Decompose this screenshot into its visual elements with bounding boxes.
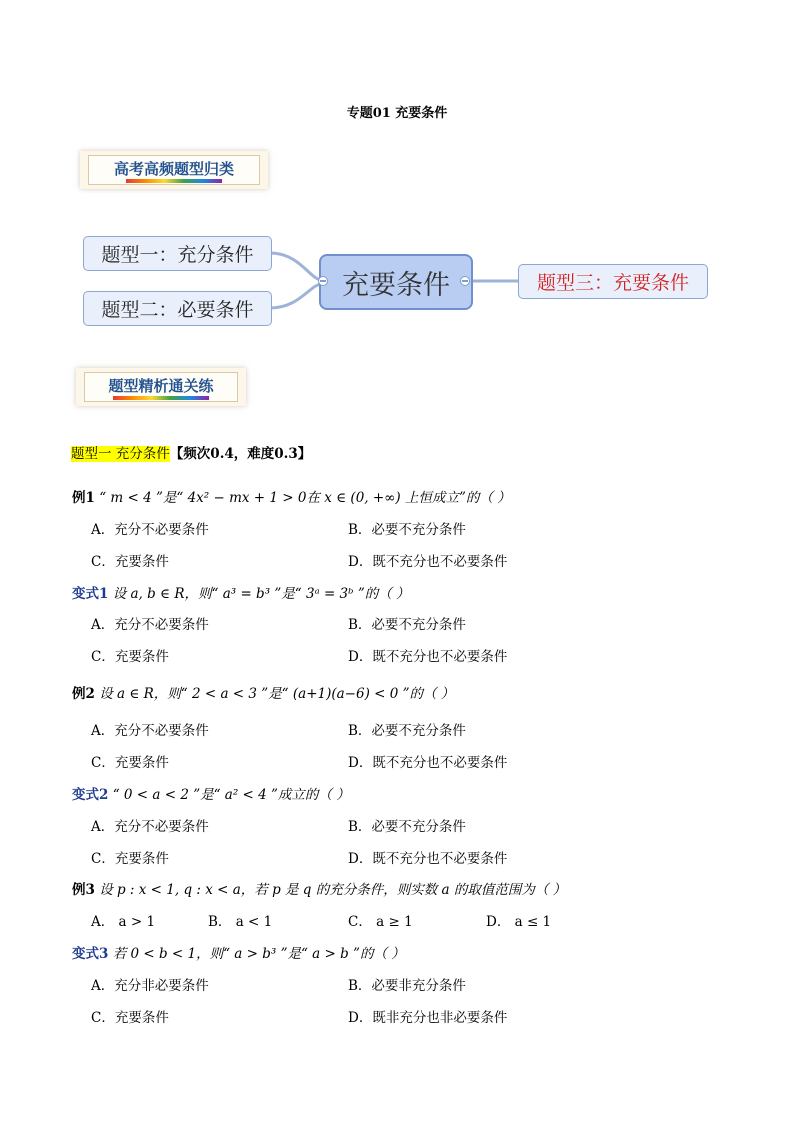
option-b[interactable]: B．必要不充分条件 [348,617,466,633]
option-c[interactable]: C．充要条件 [91,1010,169,1026]
question-label: 变式1 [72,586,109,602]
question-example3 [72,878,566,898]
collapse-left-icon[interactable] [318,276,328,286]
option-c[interactable]: C． a ≥ 1 [348,914,413,930]
question-label: 例2 [72,686,95,702]
section-highlight: 题型一 充分条件 [71,446,170,462]
option-d[interactable]: D．既不充分也不必要条件 [348,649,508,665]
question-label: 变式2 [72,787,109,803]
banner-label: 高考高频题型归类 [113,160,234,178]
option-b[interactable]: B．必要不充分条件 [348,522,466,538]
option-d[interactable]: D．既不充分也不必要条件 [348,755,508,771]
question-text: “ m < 4 ”是“ 4x² − mx + 1 > 0在 x ∈ (0, +∞) 上恒成立”的（ ） [99,490,511,506]
connector-left2 [270,284,322,308]
option-a[interactable]: A．充分不必要条件 [91,819,209,835]
question-variant2 [72,783,350,803]
section-heading [71,442,311,462]
option-c[interactable]: C．充要条件 [91,851,169,867]
option-c[interactable]: C．充要条件 [91,649,169,665]
question-label: 例1 [72,490,95,506]
rainbow-underline-icon [126,179,222,183]
option-a[interactable]: A．充分非必要条件 [91,978,209,994]
option-a[interactable]: A． a > 1 [91,914,156,930]
option-d[interactable]: D．既不充分也不必要条件 [348,851,508,867]
node-label: 题型三：充要条件 [536,272,689,294]
mindmap-center-node [319,254,473,310]
banner-label: 题型精析通关练 [108,377,214,395]
collapse-right-icon[interactable] [460,276,470,286]
node-label: 充要条件 [342,269,450,301]
question-text: 设 a ∈ R，则“ 2 < a < 3 ”是“ (a+1)(a−6) < 0 ”的（ ） [99,686,455,702]
question-text: “ 0 < a < 2 ”是“ a² < 4 ”成立的（ ） [112,787,350,803]
option-a[interactable]: A．充分不必要条件 [91,617,209,633]
question-example1 [72,486,511,506]
option-c[interactable]: C．充要条件 [91,755,169,771]
node-label: 题型二：必要条件 [101,299,254,321]
option-d[interactable]: D．既非充分也非必要条件 [348,1010,508,1026]
mindmap-node-type1 [83,236,272,271]
question-text: 设 a, b ∈ R，则“ a³ = b³ ”是“ 3ᵃ = 3ᵇ ”的（ ） [112,586,410,602]
option-b[interactable]: B．必要非充分条件 [348,978,466,994]
question-label: 变式3 [72,946,109,962]
option-c[interactable]: C．充要条件 [91,554,169,570]
option-a[interactable]: A．充分不必要条件 [91,522,209,538]
question-text: 若 0 < b < 1，则“ a > b³ ”是“ a > b ”的（ ） [112,946,405,962]
option-b[interactable]: B．必要不充分条件 [348,819,466,835]
section-banner-practice [76,368,246,406]
option-a[interactable]: A．充分不必要条件 [91,723,209,739]
question-text: 设 p : x < 1, q : x < a，若 p 是 q 的充分条件，则实数 a 的取值范围为（ ） [99,882,567,898]
mindmap-node-type3 [518,264,708,299]
connector-left1 [270,253,322,280]
rainbow-underline-icon [113,396,209,400]
question-example2 [72,682,454,702]
option-d[interactable]: D． a ≤ 1 [486,914,552,930]
question-variant3 [72,942,405,962]
option-d[interactable]: D．既不充分也不必要条件 [348,554,508,570]
section-meta: 【频次0.4，难度0.3】 [169,446,312,462]
option-b[interactable]: B． a < 1 [208,914,273,930]
node-label: 题型一：充分条件 [101,244,254,266]
question-variant1 [72,582,410,602]
page-title: 专题01 充要条件 [346,106,448,121]
section-banner-frequent [80,151,268,189]
mindmap-node-type2 [83,291,272,326]
option-b[interactable]: B．必要不充分条件 [348,723,466,739]
question-label: 例3 [72,882,95,898]
